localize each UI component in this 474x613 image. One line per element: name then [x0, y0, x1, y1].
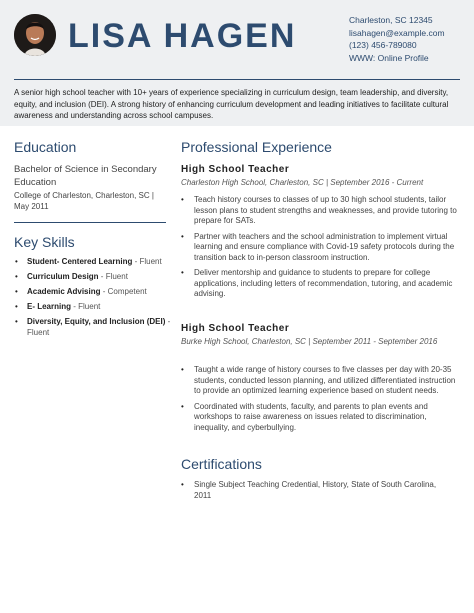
- job-bullets: [181, 195, 461, 305]
- education-degree: Bachelor of Science in Secondary Education: [14, 164, 157, 188]
- contact-location: Charleston, SC 12345: [349, 15, 433, 25]
- education-heading: Education: [14, 139, 77, 155]
- header-divider: [14, 79, 460, 80]
- list-item: • Single Subject Teaching Credential, History, State of South Carolina, 2011: [181, 480, 437, 500]
- header-band: [0, 0, 474, 126]
- education-detail: College of Charleston, Charleston, SC | May 2011: [14, 191, 154, 211]
- job-meta: Charleston High School, Charleston, SC | September 2016 - Current: [181, 178, 424, 187]
- list-item: • Student- Centered Learning - Fluent: [15, 257, 162, 266]
- certifications-heading: Certifications: [181, 456, 262, 472]
- skills-heading: Key Skills: [14, 234, 75, 250]
- skills-list: [14, 257, 172, 343]
- job-title: High School Teacher: [181, 323, 290, 334]
- job-title: High School Teacher: [181, 164, 290, 175]
- list-item: • Taught a wide range of history courses to five classes per day with 20-35 students, conducted lesson planning, and utilized differentiated instruction to provide an optimized learning experience based on student needs.: [181, 365, 456, 395]
- job-bullets: [181, 365, 461, 438]
- list-item: • Coordinated with students, faculty, and parents to plan events and workshops to raise awareness on issues related to discrimination, inequality, and cyberbullying.: [181, 401, 428, 432]
- candidate-name: LISA HAGEN: [68, 17, 297, 55]
- contact-web: WWW: Online Profile: [349, 52, 429, 63]
- certifications-list: [181, 480, 451, 506]
- profile-photo: [14, 14, 56, 56]
- list-item: • Diversity, Equity, and Inclusion (DEI) - Fluent: [15, 317, 171, 337]
- left-divider: [14, 222, 166, 223]
- experience-heading: Professional Experience: [181, 139, 332, 155]
- list-item: • Curriculum Design - Fluent: [15, 272, 128, 281]
- list-item: • E- Learning - Fluent: [15, 302, 101, 311]
- summary-text: A senior high school teacher with 10+ years of experience specializing in curriculum design, team leadership, and diversity, equity, and inclusion (DEI). A strong history of enhancing curriculum development and leading initiatives to facilitate cultural awareness and understanding across school campuses.: [14, 88, 449, 120]
- list-item: • Partner with teachers and the school administration to implement virtual learning and ensure compliance with Covid-19 safety protocols during the transition back to in-person classroom instruction.: [181, 231, 455, 262]
- contact-block: [349, 14, 445, 64]
- list-item: • Academic Advising - Competent: [15, 287, 147, 296]
- job-meta: Burke High School, Charleston, SC | September 2011 - September 2016: [181, 337, 438, 346]
- contact-phone: (123) 456-789080: [349, 40, 417, 50]
- list-item: • Deliver mentorship and guidance to students to prepare for college applications, including letters of recommendation, tutoring, and academic advising.: [181, 268, 453, 298]
- contact-email: lisahagen@example.com: [349, 27, 445, 38]
- list-item: • Teach history courses to classes of up to 30 high school students, tailor lesson plans to student strengths and weaknesses, and provide tutoring to prepare for SATs.: [181, 195, 457, 225]
